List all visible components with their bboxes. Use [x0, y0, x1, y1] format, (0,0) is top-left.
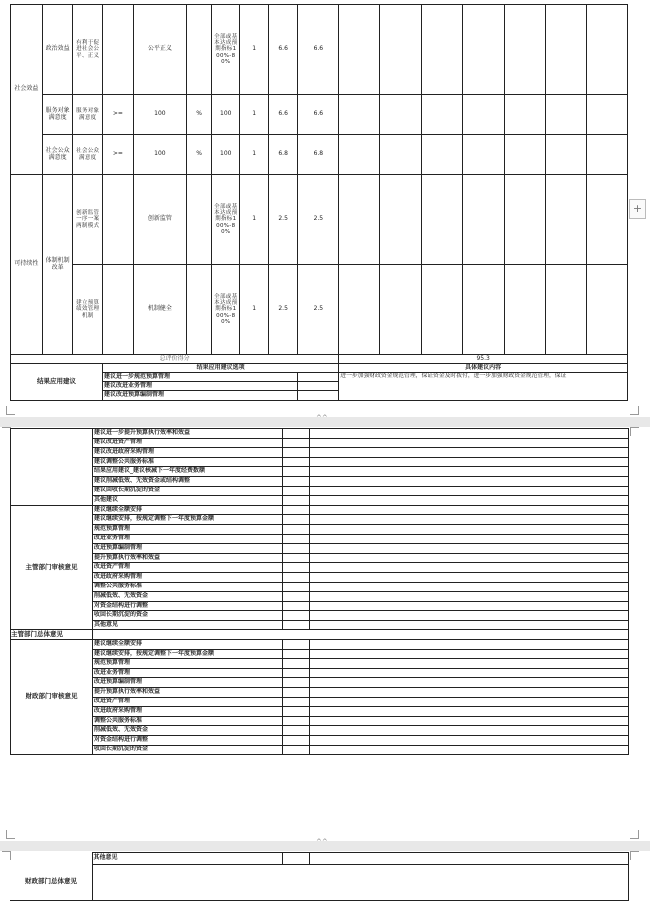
option-item: 规范预算管理 [93, 524, 283, 534]
option-item: 调整公共服务标准 [93, 716, 283, 726]
option-item: 建议改进业务管理 [103, 382, 298, 391]
option-item: 对资金结构进行调整 [93, 736, 283, 746]
checkbox-cell[interactable] [283, 438, 310, 448]
checkbox-cell[interactable] [283, 496, 310, 506]
category-sustainability: 可持续性 [11, 175, 43, 355]
option-item: 规范预算管理 [93, 659, 283, 669]
unit-cell [187, 265, 212, 355]
opinion-cell[interactable] [310, 640, 629, 650]
sub-indicator: 服务对象满意度 [42, 95, 73, 135]
condition-cell: 全部或基本达成预期指标100%-80% [212, 265, 240, 355]
opinion-cell[interactable] [310, 582, 629, 592]
page-corner-mark [6, 406, 15, 415]
opinion-cell[interactable] [310, 697, 629, 707]
opinion-cell[interactable] [310, 486, 629, 496]
content-header: 具体建议内容 [339, 364, 628, 373]
target-value: 创新监管 [133, 175, 186, 265]
score-cell: 2.5 [298, 265, 339, 355]
checkbox-cell[interactable] [283, 640, 310, 650]
option-item: 建议调整公共服务标准 [93, 457, 283, 467]
option-item: 收回长期沉淀的资金 [93, 611, 283, 621]
score-cell: 6.8 [298, 135, 339, 175]
option-item: 改进资产管理 [93, 563, 283, 573]
finance-overall-opinion[interactable] [92, 865, 628, 901]
unit-cell: % [187, 135, 212, 175]
option-item: 对资金结构进行调整 [93, 601, 283, 611]
option-item: 建议继续安排，按规定调整下一年度预算金额 [93, 649, 283, 659]
unit-cell [187, 5, 212, 95]
opinion-cell[interactable] [310, 534, 629, 544]
target-value: 100 [133, 135, 186, 175]
sub-indicator: 政治效益 [42, 5, 73, 95]
sub-indicator: 社会公众满意度 [42, 135, 73, 175]
option-item: 改进业务管理 [93, 668, 283, 678]
option-item: 改进业务管理 [93, 534, 283, 544]
finance-overall-table [10, 852, 629, 901]
metric-name: 服务对象满意度 [73, 95, 103, 135]
page-corner-mark [630, 406, 639, 415]
checkbox-cell[interactable] [283, 620, 310, 630]
option-item: 削减低效、无效资金 [93, 592, 283, 602]
checkbox-cell[interactable] [283, 611, 310, 621]
opinion-cell[interactable] [310, 572, 629, 582]
finance-review-label: 财政部门审核意见 [11, 640, 93, 755]
checkbox-cell[interactable] [282, 853, 309, 865]
checkbox-cell[interactable] [283, 515, 310, 525]
opinion-cell[interactable] [310, 438, 629, 448]
checkbox-cell[interactable] [298, 373, 339, 382]
operator-cell [103, 265, 134, 355]
weight-cell: 1 [240, 265, 268, 355]
weight-cell: 1 [240, 95, 268, 135]
opinion-cell[interactable] [310, 726, 629, 736]
opinion-cell[interactable] [310, 678, 629, 688]
operator-cell: >= [103, 135, 134, 175]
condition-cell: 100 [212, 95, 240, 135]
opinion-cell[interactable] [310, 736, 629, 746]
score-cell: 6.6 [268, 95, 298, 135]
condition-cell: 全部或基本达成预期指标100%-80% [212, 175, 240, 265]
checkbox-cell[interactable] [283, 649, 310, 659]
opinion-cell[interactable] [310, 524, 629, 534]
option-item: 建议继续安排，按规定调整下一年度预算金额 [93, 515, 283, 525]
checkbox-cell[interactable] [283, 467, 310, 477]
condition-cell: 100 [212, 135, 240, 175]
opinion-cell[interactable] [310, 611, 629, 621]
opinion-cell[interactable] [310, 457, 629, 467]
opinion-cell[interactable] [310, 592, 629, 602]
opinion-cell[interactable] [310, 563, 629, 573]
opinion-cell[interactable] [310, 476, 629, 486]
unit-cell: % [187, 95, 212, 135]
target-value: 公平正义 [133, 5, 186, 95]
checkbox-cell[interactable] [283, 697, 310, 707]
checkbox-cell[interactable] [283, 505, 310, 515]
option-item: 其他建议 [93, 496, 283, 506]
score-cell: 6.6 [298, 5, 339, 95]
option-item: 改进预算编制管理 [93, 678, 283, 688]
suggestion-text: 进一步加强财政资金规范管理，保证资金及时拨付，进一步加强财政资金规范管理，保证 [339, 373, 628, 401]
checkbox-cell[interactable] [283, 429, 310, 439]
opinion-cell[interactable] [310, 553, 629, 563]
checkbox-cell[interactable] [283, 486, 310, 496]
opinion-cell[interactable] [310, 429, 629, 439]
opinion-cell[interactable] [310, 467, 629, 477]
option-item: 提升预算执行效率和效益 [93, 553, 283, 563]
option-item: 调整公共服务标准 [93, 582, 283, 592]
option-item: 削减低效、无效资金 [93, 726, 283, 736]
page-3 [0, 851, 650, 903]
condition-cell: 全部或基本达成预期指标100%-80% [212, 5, 240, 95]
opinion-cell[interactable] [310, 745, 629, 755]
option-item: 收回长期沉淀的资金 [93, 745, 283, 755]
opinion-cell[interactable] [310, 448, 629, 458]
option-item: 改进预算编制管理 [93, 544, 283, 554]
checkbox-cell[interactable] [283, 668, 310, 678]
sub-indicator: 体制机制改革 [42, 175, 73, 355]
checkbox-cell[interactable] [283, 745, 310, 755]
option-item: 建议继续全额安排 [93, 640, 283, 650]
page-break-mark: ^^ [316, 838, 328, 846]
weight-cell: 1 [240, 5, 268, 95]
total-score-value: 95.3 [339, 355, 628, 364]
result-application-continuation [11, 429, 93, 506]
review-table [10, 428, 629, 755]
metric-name: 创新监管一序一案两制模式 [73, 175, 103, 265]
opinion-cell[interactable] [310, 649, 629, 659]
result-application-label: 结果应用建议 [11, 364, 103, 401]
total-score-label: 总评价得分 [11, 355, 339, 364]
checkbox-cell[interactable] [283, 534, 310, 544]
opinion-cell[interactable] [310, 716, 629, 726]
weight-cell: 1 [240, 175, 268, 265]
option-item: 其他意见 [93, 620, 283, 630]
score-cell: 2.5 [298, 175, 339, 265]
option-item: 建议进一步规范预算管理 [103, 373, 298, 382]
checkbox-cell[interactable] [283, 563, 310, 573]
option-item: 改进资产管理 [93, 697, 283, 707]
checkbox-cell[interactable] [283, 448, 310, 458]
supervisor-overall-opinion[interactable] [93, 630, 629, 640]
page-corner-mark [630, 851, 639, 860]
option-item: 建议改进预算编制管理 [103, 391, 298, 401]
operator-cell: >= [103, 95, 134, 135]
score-cell: 6.6 [298, 95, 339, 135]
weight-cell: 1 [240, 135, 268, 175]
metric-name: 有利于促进社会公平、正义 [73, 5, 103, 95]
evaluation-table-top [10, 4, 628, 401]
checkbox-cell[interactable] [283, 457, 310, 467]
checkbox-cell[interactable] [298, 391, 339, 401]
checkbox-cell[interactable] [283, 592, 310, 602]
checkbox-cell[interactable] [283, 572, 310, 582]
checkbox-cell[interactable] [283, 582, 310, 592]
opinion-cell[interactable] [310, 659, 629, 669]
option-item: 改进政府采购管理 [93, 707, 283, 717]
options-header: 结果应用建议选项 [103, 364, 339, 373]
checkbox-cell[interactable] [283, 726, 310, 736]
opinion-cell[interactable] [310, 620, 629, 630]
option-item: 建议改进政府采购管理 [93, 448, 283, 458]
checkbox-cell[interactable] [283, 659, 310, 669]
checkbox-cell[interactable] [283, 476, 310, 486]
metric-name: 社会公众满意度 [73, 135, 103, 175]
option-item: 改进政府采购管理 [93, 572, 283, 582]
target-value: 机制健全 [133, 265, 186, 355]
plus-icon[interactable]: + [629, 199, 646, 219]
operator-cell [103, 175, 134, 265]
opinion-cell[interactable] [310, 707, 629, 717]
checkbox-cell[interactable] [283, 553, 310, 563]
checkbox-cell[interactable] [283, 707, 310, 717]
checkbox-cell[interactable] [298, 382, 339, 391]
unit-cell [187, 175, 212, 265]
checkbox-cell[interactable] [283, 524, 310, 534]
page-break-mark: ^^ [316, 414, 328, 422]
opinion-cell[interactable] [310, 505, 629, 515]
other-opinion-label: 其他意见 [92, 853, 282, 865]
operator-cell [103, 5, 134, 95]
option-item: 结果应用建议_建议核减下一年度经费数额 [93, 467, 283, 477]
page-corner-mark [630, 427, 639, 436]
checkbox-cell[interactable] [283, 716, 310, 726]
score-cell: 2.5 [268, 175, 298, 265]
checkbox-cell[interactable] [283, 678, 310, 688]
score-cell: 2.5 [268, 265, 298, 355]
opinion-cell[interactable] [310, 601, 629, 611]
page-corner-mark [6, 830, 15, 839]
option-item: 建议改进资产管理 [93, 438, 283, 448]
page-2 [0, 427, 650, 846]
opinion-cell[interactable] [310, 496, 629, 506]
checkbox-cell[interactable] [283, 544, 310, 554]
page-1 [0, 0, 650, 422]
opinion-cell[interactable] [310, 544, 629, 554]
option-item: 建议削减低效、无效资金或结构调整 [93, 476, 283, 486]
page-corner-mark [630, 830, 639, 839]
supervisor-review-label: 主管部门审核意见 [11, 505, 93, 630]
opinion-cell[interactable] [310, 515, 629, 525]
supervisor-overall-label: 主管部门总体意见 [11, 630, 93, 640]
category-social: 社会效益 [11, 5, 43, 175]
opinion-cell[interactable] [310, 688, 629, 698]
option-item: 建议继续全额安排 [93, 505, 283, 515]
checkbox-cell[interactable] [283, 688, 310, 698]
target-value: 100 [133, 95, 186, 135]
metric-name: 建立预算绩效管理机制 [73, 265, 103, 355]
opinion-cell[interactable] [310, 668, 629, 678]
checkbox-cell[interactable] [283, 736, 310, 746]
option-item: 建议回收长期沉淀的资金 [93, 486, 283, 496]
score-cell: 6.6 [268, 5, 298, 95]
checkbox-cell[interactable] [283, 601, 310, 611]
option-item: 建议进一步提升预算执行效率和效益 [93, 429, 283, 439]
option-item: 提升预算执行效率和效益 [93, 688, 283, 698]
finance-overall-label: 财政部门总体意见 [25, 877, 77, 885]
score-cell: 6.8 [268, 135, 298, 175]
